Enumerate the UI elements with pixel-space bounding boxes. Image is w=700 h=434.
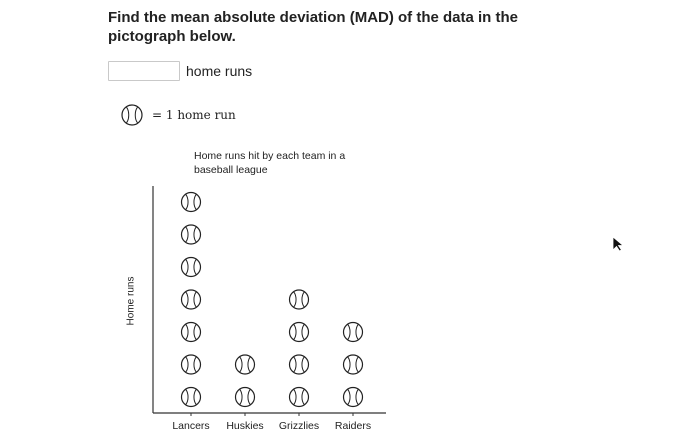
baseball-icon: [344, 388, 363, 407]
question-text: Find the mean absolute deviation (MAD) of the data in the pictograph below.: [108, 9, 519, 45]
key-text: = 1 home run: [152, 108, 236, 122]
y-axis-label: Home runs: [125, 276, 137, 326]
baseball-icon: [290, 290, 309, 309]
x-tick-label: Grizzlies: [278, 420, 320, 432]
baseball-icon: [290, 388, 309, 407]
baseball-icon: [290, 323, 309, 342]
baseball-icon: [236, 388, 255, 407]
mouse-cursor-icon: [612, 236, 626, 252]
baseball-icon: [290, 355, 309, 374]
x-tick-label: Lancers: [172, 420, 210, 432]
baseball-icon: [236, 355, 255, 374]
baseball-icon: [182, 388, 201, 407]
chart-title: Home runs hit by each team in a baseball league: [194, 150, 346, 176]
baseball-icon: [182, 258, 201, 277]
baseball-icon: [182, 290, 201, 309]
baseball-icon: [182, 355, 201, 374]
baseball-icon: [182, 323, 201, 342]
answer-unit-label: home runs: [186, 63, 253, 79]
baseball-icon: [344, 355, 363, 374]
baseball-icon: [182, 193, 201, 212]
baseball-icon: [344, 323, 363, 342]
x-tick-label: Huskies: [226, 420, 264, 432]
x-tick-label: Raiders: [334, 420, 372, 432]
baseball-icon: [182, 225, 201, 244]
